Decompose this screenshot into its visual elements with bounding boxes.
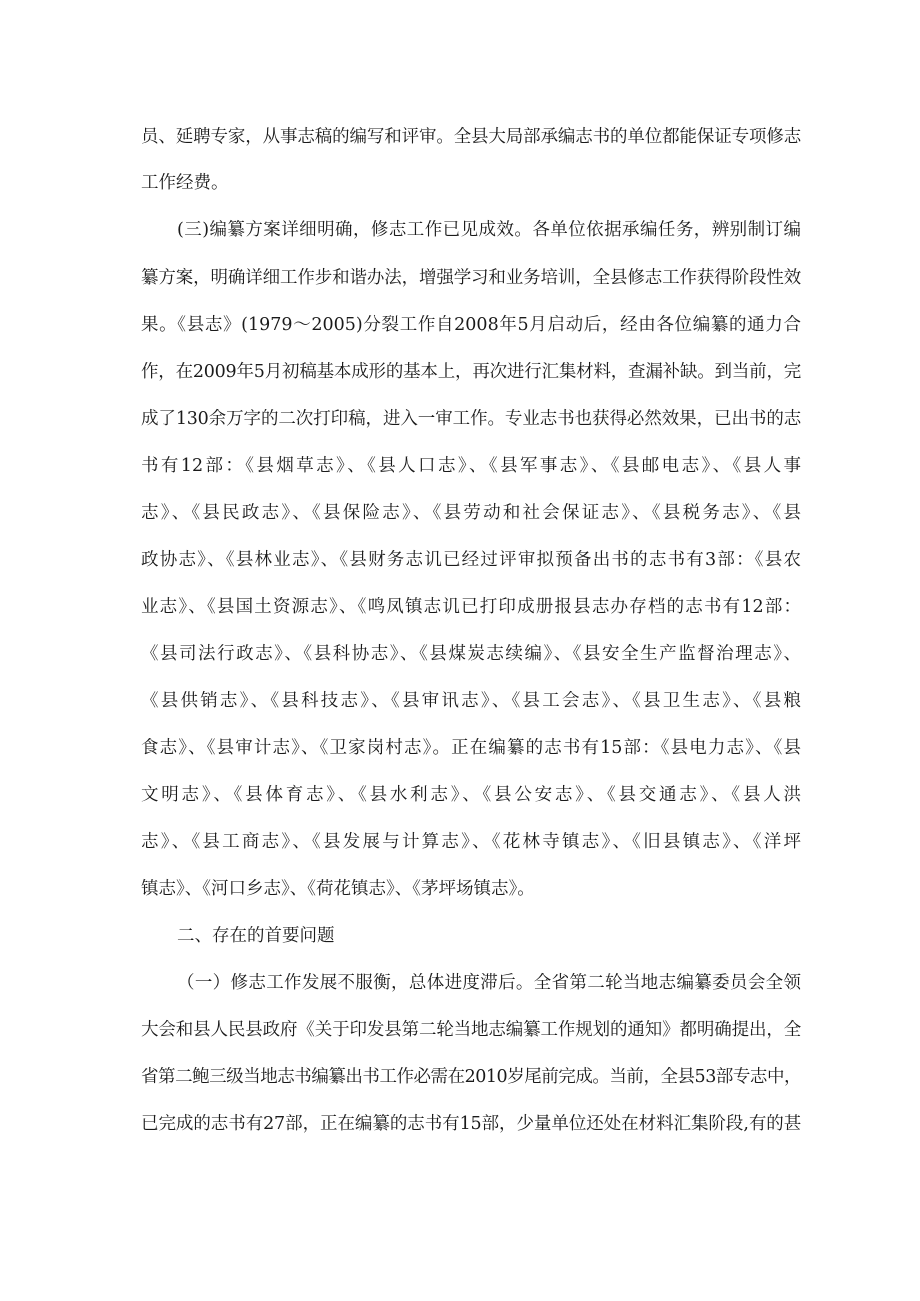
text-line: 成了130余万字的二次打印稿，进入一审工作。专业志书也获得必然效果，已出书的志 xyxy=(141,409,801,429)
text-line: 已完成的志书有27部，正在编纂的志书有15部，少量单位还处在材料汇集阶段,有的甚 xyxy=(141,1114,801,1134)
text-line: 《县供销志》、《县科技志》、《县审讯志》、《县工会志》、《县卫生志》、《县粮 xyxy=(141,691,801,711)
text-line: 志》、《县工商志》、《县发展与计算志》、《花林寺镇志》、《旧县镇志》、《洋坪 xyxy=(141,832,801,852)
text-line: 大会和县人民县政府《关于印发县第二轮当地志编纂工作规划的通知》都明确提出，全 xyxy=(141,1020,801,1040)
text-line: 业志》、《县国土资源志》、《鸣凤镇志讥已打印成册报县志办存档的志书有12部： xyxy=(141,597,801,617)
text-line: 《县司法行政志》、《县科协志》、《县煤炭志续编》、《县安全生产监督治理志》、 xyxy=(141,644,801,664)
section-heading: 二、存在的首要问题 xyxy=(177,926,335,946)
text-line: 政协志》、《县林业志》、《县财务志讥已经过评审拟预备出书的志书有3部：《县农 xyxy=(141,550,801,570)
text-line: 镇志》、《河口乡志》、《荷花镇志》、《茅坪场镇志》。 xyxy=(141,879,535,899)
text-line: 书有12部：《县烟草志》、《县人口志》、《县军事志》、《县邮电志》、《县人事 xyxy=(141,456,801,476)
paragraph-start-line: (三)编纂方案详细明确，修志工作已见成效。各单位依据承编任务，辨别制订编 xyxy=(177,220,801,240)
text-line: 文明志》、《县体育志》、《县水利志》、《县公安志》、《县交通志》、《县人洪 xyxy=(141,785,801,805)
text-line: 食志》、《县审计志》、《卫家岗村志》。正在编纂的志书有15部：《县电力志》、《县 xyxy=(141,738,801,758)
text-line: 作，在2009年5月初稿基本成形的基本上，再次进行汇集材料，查漏补缺。到当前，完 xyxy=(141,362,801,382)
text-line: 省第二鲍三级当地志书编纂出书工作必需在2010岁尾前完成。当前，全县53部专志中， xyxy=(141,1067,801,1087)
paragraph-start-line: （一）修志工作发展不服衡，总体进度滞后。全省第二轮当地志编纂委员会全领 xyxy=(177,973,801,993)
text-line: 工作经费。 xyxy=(141,173,229,193)
text-line: 志》、《县民政志》、《县保险志》、《县劳动和社会保证志》、《县税务志》、《县 xyxy=(141,503,801,523)
text-line: 果。《县志》(1979～2005)分裂工作自2008年5月启动后，经由各位编纂的通力合 xyxy=(141,315,801,335)
text-line: 员、延聘专家，从事志稿的编写和评审。全县大局部承编志书的单位都能保证专项修志 xyxy=(141,127,801,147)
text-line: 纂方案，明确详细工作步和谐办法，增强学习和业务培训，全县修志工作获得阶段性效 xyxy=(141,268,801,288)
